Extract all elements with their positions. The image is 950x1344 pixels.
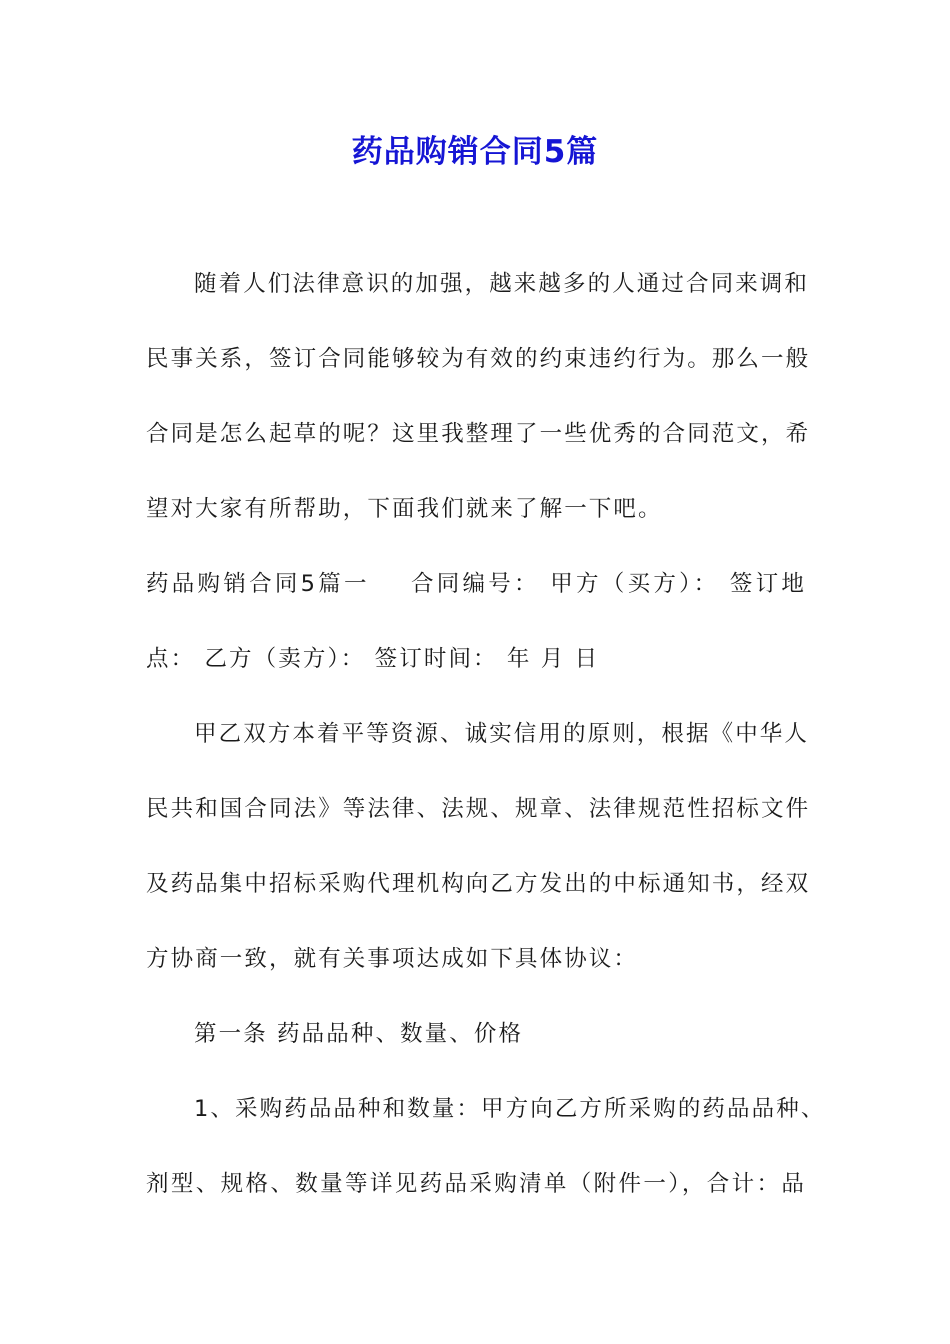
preamble-line: 甲乙双方本着平等资源、诚实信用的原则，根据《中华人 bbox=[194, 721, 810, 747]
preamble-line: 民共和国合同法》等法律、法规、规章、法律规范性招标文件 bbox=[146, 796, 811, 822]
intro-line: 民事关系，签订合同能够较为有效的约束违约行为。那么一般 bbox=[146, 346, 811, 372]
clause-line: 剂型、规格、数量等详见药品采购清单（附件一），合计：品 bbox=[146, 1171, 806, 1197]
intro-line: 随着人们法律意识的加强，越来越多的人通过合同来调和 bbox=[194, 271, 810, 297]
clause-line: 1、采购药品品种和数量：甲方向乙方所采购的药品品种、 bbox=[194, 1096, 826, 1122]
section-heading: 药品购销合同5篇一 bbox=[146, 571, 370, 597]
contract-fields: 合同编号： 甲方（买方）： 签订地 bbox=[409, 571, 806, 597]
document-title: 药品购销合同5篇 bbox=[351, 134, 599, 170]
preamble-line: 及药品集中招标采购代理机构向乙方发出的中标通知书，经双 bbox=[146, 871, 811, 897]
contract-header-line: 点： 乙方（卖方）： 签订时间： 年 月 日 bbox=[146, 646, 600, 672]
intro-line: 合同是怎么起草的呢？这里我整理了一些优秀的合同范文，希 bbox=[146, 421, 811, 447]
preamble-line: 方协商一致，就有关事项达成如下具体协议： bbox=[146, 946, 639, 972]
intro-line: 望对大家有所帮助，下面我们就来了解一下吧。 bbox=[146, 496, 663, 522]
article-heading: 第一条 药品品种、数量、价格 bbox=[194, 1021, 524, 1047]
contract-header-line bbox=[146, 564, 806, 604]
